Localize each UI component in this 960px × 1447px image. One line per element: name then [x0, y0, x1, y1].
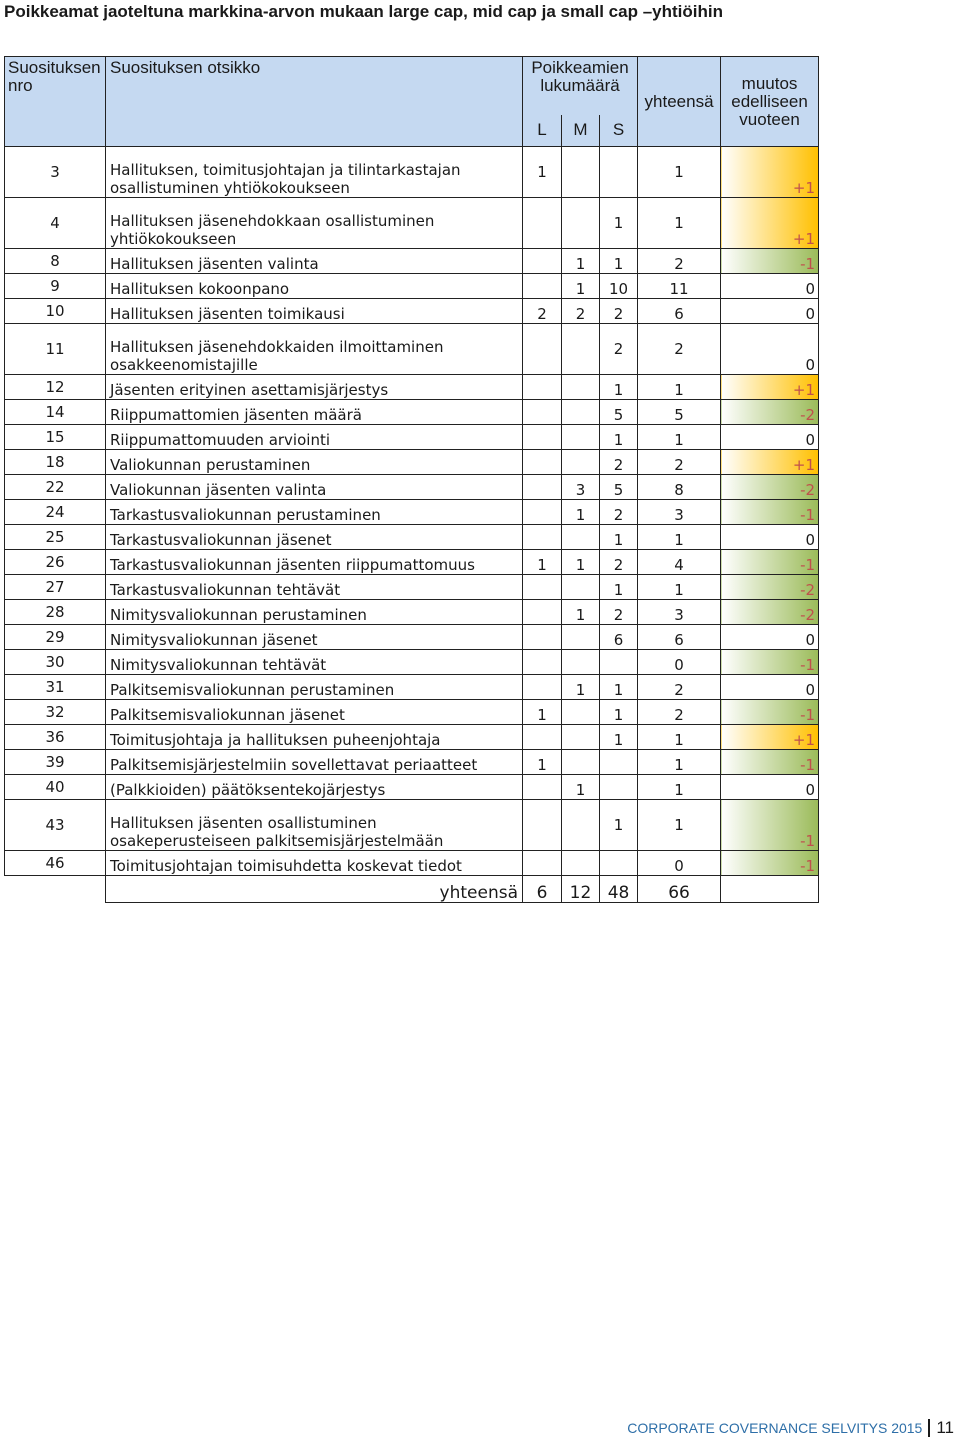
row-m: 1: [562, 249, 600, 274]
row-m: [562, 650, 600, 675]
row-change: -1: [721, 500, 819, 525]
row-title: Tarkastusvaliokunnan jäsenet: [106, 525, 523, 550]
row-s: 2: [600, 550, 638, 575]
table-row: [5, 249, 819, 274]
row-total: 1: [638, 775, 721, 800]
row-total: 2: [638, 324, 721, 375]
row-title: [106, 800, 523, 851]
header-total: yhteensä: [638, 57, 721, 147]
row-l: [523, 274, 562, 299]
row-l: [523, 575, 562, 600]
row-s: [600, 147, 638, 198]
row-change: 0: [721, 525, 819, 550]
row-s: 1: [600, 425, 638, 450]
row-l: [523, 800, 562, 851]
row-s: 2: [600, 450, 638, 475]
row-nro: 31: [5, 675, 106, 700]
table-row: [5, 625, 819, 650]
table-row: [5, 450, 819, 475]
row-title: [106, 324, 523, 375]
row-l: [523, 725, 562, 750]
row-total: 1: [638, 725, 721, 750]
row-change: -1: [721, 851, 819, 876]
row-title-line2: yhtiökokoukseen: [110, 230, 237, 248]
table-row: [5, 274, 819, 299]
row-s: 1: [600, 800, 638, 851]
page-number: 11: [936, 1418, 954, 1437]
footer-divider: [928, 1419, 930, 1437]
totals-s: 48: [600, 876, 638, 903]
row-l: 1: [523, 750, 562, 775]
row-total: 6: [638, 299, 721, 324]
row-nro: 36: [5, 725, 106, 750]
row-change: -1: [721, 800, 819, 851]
header-change-line1: muutos: [741, 73, 798, 93]
row-l: [523, 851, 562, 876]
row-change: +1: [721, 147, 819, 198]
table-row: [5, 500, 819, 525]
row-l: [523, 425, 562, 450]
row-nro: 3: [5, 147, 106, 198]
row-nro: 10: [5, 299, 106, 324]
row-nro: 15: [5, 425, 106, 450]
row-m: [562, 324, 600, 375]
row-title: Valiokunnan jäsenten valinta: [106, 475, 523, 500]
row-nro: 43: [5, 800, 106, 851]
row-title: Nimitysvaliokunnan jäsenet: [106, 625, 523, 650]
row-nro: 28: [5, 600, 106, 625]
row-nro: 14: [5, 400, 106, 425]
row-m: [562, 425, 600, 450]
row-s: 5: [600, 400, 638, 425]
row-nro: 29: [5, 625, 106, 650]
table-body: [5, 147, 819, 876]
table-row: [5, 375, 819, 400]
row-change: -2: [721, 400, 819, 425]
row-nro: 4: [5, 198, 106, 249]
row-m: 1: [562, 675, 600, 700]
row-l: [523, 198, 562, 249]
row-s: 5: [600, 475, 638, 500]
row-m: 1: [562, 274, 600, 299]
row-change: +1: [721, 725, 819, 750]
header-change-line2: edelliseen: [731, 91, 808, 111]
row-change: 0: [721, 324, 819, 375]
row-total: 8: [638, 475, 721, 500]
row-title: Hallituksen jäsenten valinta: [106, 249, 523, 274]
row-title-line1: Hallituksen jäsenehdokkaiden ilmoittaminen: [110, 338, 444, 356]
header-count-line1: Poikkeamien: [531, 58, 629, 77]
row-title: Nimitysvaliokunnan perustaminen: [106, 600, 523, 625]
row-l: [523, 475, 562, 500]
row-l: 2: [523, 299, 562, 324]
row-nro: 46: [5, 851, 106, 876]
header-col-s: S: [600, 115, 638, 147]
table-totals: [5, 876, 819, 903]
row-title: Riippumattomuuden arviointi: [106, 425, 523, 450]
row-change: -2: [721, 600, 819, 625]
row-change: 0: [721, 625, 819, 650]
row-change: -1: [721, 750, 819, 775]
row-title: Hallituksen kokoonpano: [106, 274, 523, 299]
table-row: [5, 775, 819, 800]
row-m: [562, 800, 600, 851]
table-row: [5, 147, 819, 198]
row-s: 1: [600, 725, 638, 750]
row-m: 1: [562, 500, 600, 525]
table-row: [5, 525, 819, 550]
row-nro: 30: [5, 650, 106, 675]
row-nro: 18: [5, 450, 106, 475]
row-m: 1: [562, 775, 600, 800]
deviation-table: [4, 56, 819, 903]
row-total: 0: [638, 851, 721, 876]
row-title-line2: osakkeenomistajille: [110, 356, 258, 374]
table-row: [5, 675, 819, 700]
row-m: 1: [562, 550, 600, 575]
row-m: 3: [562, 475, 600, 500]
row-title: [106, 147, 523, 198]
row-total: 2: [638, 249, 721, 274]
row-l: [523, 650, 562, 675]
row-l: 1: [523, 700, 562, 725]
row-l: [523, 450, 562, 475]
table-row: [5, 700, 819, 725]
header-count: [523, 57, 638, 115]
row-s: [600, 650, 638, 675]
header-count-line2: lukumäärä: [540, 76, 620, 95]
row-nro: 26: [5, 550, 106, 575]
page-title: Poikkeamat jaoteltuna markkina-arvon mukaan large cap, mid cap ja small cap –yhtiöihin: [4, 2, 723, 21]
row-l: [523, 525, 562, 550]
row-l: 1: [523, 550, 562, 575]
row-l: [523, 400, 562, 425]
row-s: 10: [600, 274, 638, 299]
row-change: -1: [721, 650, 819, 675]
row-change: 0: [721, 775, 819, 800]
row-l: [523, 600, 562, 625]
row-change: 0: [721, 675, 819, 700]
row-change: 0: [721, 274, 819, 299]
row-change: -1: [721, 550, 819, 575]
row-s: 1: [600, 375, 638, 400]
row-s: 1: [600, 575, 638, 600]
row-s: [600, 775, 638, 800]
row-title: Palkitsemisvaliokunnan perustaminen: [106, 675, 523, 700]
header-col-l: L: [523, 115, 562, 147]
row-title-line2: osallistuminen yhtiökokoukseen: [110, 179, 350, 197]
row-nro: 9: [5, 274, 106, 299]
row-title: Tarkastusvaliokunnan perustaminen: [106, 500, 523, 525]
row-l: [523, 775, 562, 800]
header-title: Suosituksen otsikko: [106, 57, 523, 147]
table-header: [5, 57, 819, 147]
row-m: [562, 575, 600, 600]
row-change: -2: [721, 475, 819, 500]
table-row: [5, 750, 819, 775]
header-nro-line2: nro: [8, 76, 33, 95]
row-title: [106, 198, 523, 249]
row-title-line1: Hallituksen jäsenehdokkaan osallistuminen: [110, 212, 435, 230]
header-col-m: M: [562, 115, 600, 147]
row-total: 2: [638, 675, 721, 700]
header-nro-line1: Suosituksen: [8, 58, 101, 77]
row-l: 1: [523, 147, 562, 198]
row-m: 1: [562, 600, 600, 625]
row-m: [562, 198, 600, 249]
row-total: 1: [638, 198, 721, 249]
row-l: [523, 500, 562, 525]
row-s: 1: [600, 525, 638, 550]
totals-change: [721, 876, 819, 903]
row-m: [562, 725, 600, 750]
row-m: 2: [562, 299, 600, 324]
row-l: [523, 625, 562, 650]
row-title-line2: osakeperusteiseen palkitsemisjärjestelmään: [110, 832, 444, 850]
row-nro: 8: [5, 249, 106, 274]
row-m: [562, 375, 600, 400]
row-s: 1: [600, 198, 638, 249]
row-title: (Palkkioiden) päätöksentekojärjestys: [106, 775, 523, 800]
table-row: [5, 725, 819, 750]
row-title: Nimitysvaliokunnan tehtävät: [106, 650, 523, 675]
table-row: [5, 400, 819, 425]
row-total: 1: [638, 375, 721, 400]
row-total: 3: [638, 500, 721, 525]
row-total: 1: [638, 575, 721, 600]
table-row: [5, 550, 819, 575]
row-s: 2: [600, 299, 638, 324]
row-total: 1: [638, 425, 721, 450]
row-change: 0: [721, 425, 819, 450]
row-s: 1: [600, 700, 638, 725]
row-change: -1: [721, 249, 819, 274]
totals-label: yhteensä: [106, 876, 523, 903]
row-total: 6: [638, 625, 721, 650]
row-s: 2: [600, 600, 638, 625]
table-row: [5, 324, 819, 375]
row-total: 11: [638, 274, 721, 299]
row-l: [523, 675, 562, 700]
footer-text: CORPORATE COVERNANCE SELVITYS 2015: [627, 1420, 923, 1436]
row-total: 1: [638, 750, 721, 775]
row-title-line1: Hallituksen, toimitusjohtajan ja tilintarkastajan: [110, 161, 461, 179]
row-title: Jäsenten erityinen asettamisjärjestys: [106, 375, 523, 400]
row-title-line1: Hallituksen jäsenten osallistuminen: [110, 814, 377, 832]
row-change: +1: [721, 198, 819, 249]
table-row: [5, 198, 819, 249]
totals-m: 12: [562, 876, 600, 903]
row-l: [523, 324, 562, 375]
row-nro: 39: [5, 750, 106, 775]
row-m: [562, 700, 600, 725]
row-nro: 24: [5, 500, 106, 525]
row-m: [562, 450, 600, 475]
row-title: Palkitsemisjärjestelmiin sovellettavat periaatteet: [106, 750, 523, 775]
header-nro: [5, 57, 106, 147]
row-nro: 25: [5, 525, 106, 550]
row-nro: 40: [5, 775, 106, 800]
row-m: [562, 750, 600, 775]
table-row: [5, 650, 819, 675]
row-nro: 22: [5, 475, 106, 500]
row-total: 2: [638, 700, 721, 725]
table-row: [5, 475, 819, 500]
row-l: [523, 249, 562, 274]
row-s: 2: [600, 324, 638, 375]
row-change: +1: [721, 450, 819, 475]
row-m: [562, 525, 600, 550]
table-row: [5, 299, 819, 324]
page-footer: [627, 1416, 954, 1440]
row-title: Tarkastusvaliokunnan tehtävät: [106, 575, 523, 600]
row-total: 1: [638, 525, 721, 550]
row-m: [562, 147, 600, 198]
row-s: 1: [600, 249, 638, 274]
row-nro: 12: [5, 375, 106, 400]
row-total: 1: [638, 800, 721, 851]
row-change: -2: [721, 575, 819, 600]
table-row: [5, 800, 819, 851]
row-total: 0: [638, 650, 721, 675]
row-nro: 27: [5, 575, 106, 600]
row-change: +1: [721, 375, 819, 400]
header-change-line3: vuoteen: [739, 109, 800, 129]
totals-l: 6: [523, 876, 562, 903]
row-title: Palkitsemisvaliokunnan jäsenet: [106, 700, 523, 725]
row-title: Toimitusjohtaja ja hallituksen puheenjohtaja: [106, 725, 523, 750]
row-total: 3: [638, 600, 721, 625]
header-change: [721, 57, 819, 147]
row-total: 4: [638, 550, 721, 575]
row-title: Tarkastusvaliokunnan jäsenten riippumattomuus: [106, 550, 523, 575]
totals-total: 66: [638, 876, 721, 903]
row-s: [600, 851, 638, 876]
row-m: [562, 625, 600, 650]
row-title: Toimitusjohtajan toimisuhdetta koskevat tiedot: [106, 851, 523, 876]
row-total: 2: [638, 450, 721, 475]
row-change: -1: [721, 700, 819, 725]
row-title: Riippumattomien jäsenten määrä: [106, 400, 523, 425]
row-s: 2: [600, 500, 638, 525]
row-s: 1: [600, 675, 638, 700]
row-title: Valiokunnan perustaminen: [106, 450, 523, 475]
totals-spacer: [5, 876, 106, 903]
row-m: [562, 851, 600, 876]
row-total: 1: [638, 147, 721, 198]
row-total: 5: [638, 400, 721, 425]
row-s: 6: [600, 625, 638, 650]
row-m: [562, 400, 600, 425]
row-s: [600, 750, 638, 775]
table-row: [5, 575, 819, 600]
row-nro: 11: [5, 324, 106, 375]
row-change: 0: [721, 299, 819, 324]
row-title: Hallituksen jäsenten toimikausi: [106, 299, 523, 324]
row-l: [523, 375, 562, 400]
table-row: [5, 851, 819, 876]
table-row: [5, 425, 819, 450]
row-nro: 32: [5, 700, 106, 725]
table-row: [5, 600, 819, 625]
